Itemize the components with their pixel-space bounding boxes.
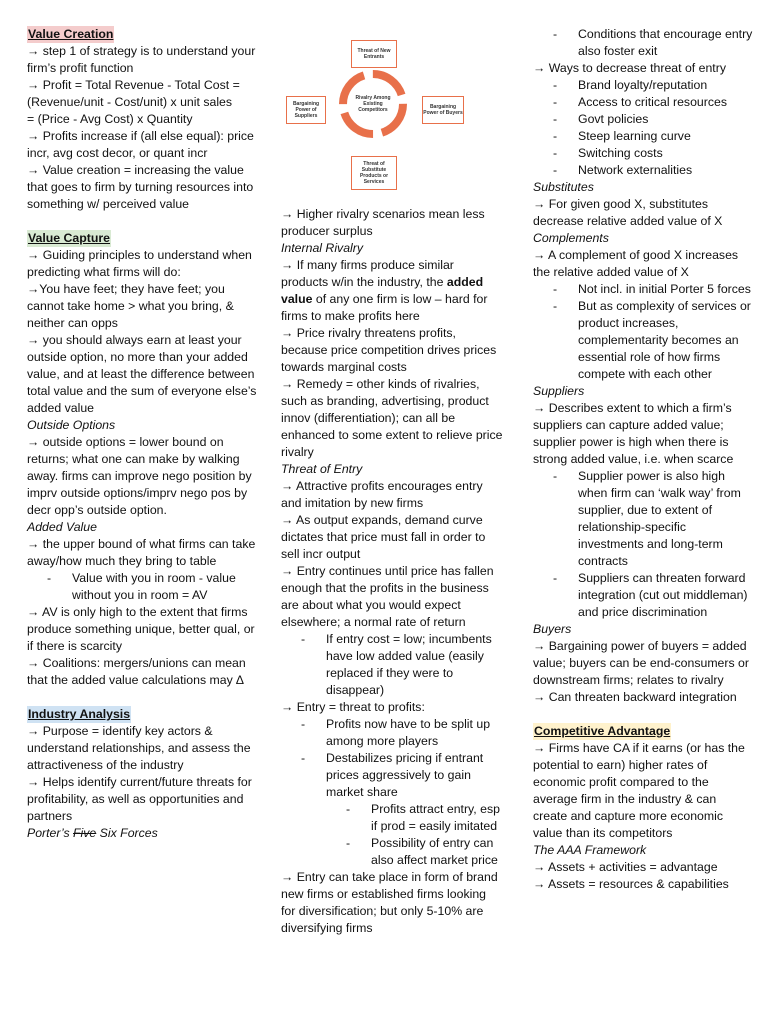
entry-final: → Entry can take place in form of brand new firms or established firms looking for diversification; but only 5-10% are diversifying firms (281, 870, 498, 935)
column-3 (533, 26, 753, 893)
supp-bullet: - Supplier power is also high when firm can ‘walk way’ from supplier, due to extent of relationship-specific investments and long-term contracts (533, 468, 753, 570)
industry-line: → Purpose = identify key actors & understand relationships, and assess the attractiveness of the industry (27, 724, 251, 772)
subheading-outside-options: Outside Options (27, 418, 116, 432)
vc-line: → Profit = Total Revenue - Total Cost = (Revenue/unit - Cost/unit) x unit sales (27, 78, 240, 109)
rivalry-intro: → Higher rivalry scenarios mean less producer surplus (281, 207, 485, 238)
threat-bullet: - Profits now have to be split up among more players (281, 716, 503, 750)
ways-item: - Steep learning curve (533, 128, 753, 145)
threat-sub-bullet: - Possibility of entry can also affect market price (281, 835, 503, 869)
porter-text-a: Porter’s (27, 826, 74, 840)
subheading-aaa: The AAA Framework (533, 843, 647, 857)
ways-item: - Brand loyalty/reputation (533, 77, 753, 94)
box-buyer-power: Bargaining Power of Buyers (422, 96, 464, 124)
box-threat-substitutes: Threat of Substitute Products or Services (351, 156, 397, 190)
vc-line: → Value creation = increasing the value that goes to firm by turning resources into something w/ perceived value (27, 163, 254, 211)
threat-bullet: - Destabilizes pricing if entrant prices aggressively to gain market share (281, 750, 503, 801)
vc-line: → Profits increase if (all else equal): price incr, avg cost decor, or quant incr (27, 129, 254, 160)
column-1 (27, 26, 262, 842)
entry-line: → Entry continues until price has fallen enough that the profits in the business are about what you would expect elsewhere; a normal rate of return (281, 564, 494, 629)
comp-text: → A complement of good X increases the relative added value of X (533, 248, 739, 279)
subheading-complements: Complements (533, 231, 609, 245)
entry-bullet: - If entry cost = low; incumbents have low added value (easily replaced if they were to disappear) (281, 631, 503, 699)
ways-item: - Govt policies (533, 111, 753, 128)
buyers-line: → Bargaining power of buyers = added value; buyers can be end-consumers or downstream firms; relates to rivalry (533, 639, 749, 687)
porter-strike: Five (73, 826, 97, 840)
entry-line: → As output expands, demand curve dictates that price must fall in order to sell incr output (281, 513, 486, 561)
ways-item: - Network externalities (533, 162, 753, 179)
coalitions-text: → Coalitions: mergers/unions can mean that the added value calculations may ∆ (27, 656, 246, 687)
internal-bold: added value (281, 275, 484, 306)
rivalry-line: → Remedy = other kinds of rivalries, such as branding, advertising, product innov (differentiation); can all be enhanced to some extent to relieve price rivalry (281, 377, 503, 459)
internal-text (281, 257, 503, 325)
center-rivalry: Rivalry Among Existing Competitors (355, 95, 391, 113)
subheading-porter (27, 825, 262, 842)
column-2 (281, 206, 503, 937)
outside-text: → outside options = lower bound on returns; what one can make by walking away. firms can improve nego position by imprv outside options/imprv nego pos by decr opp’s outside option. (27, 435, 252, 517)
buyers-line: → Can threaten backward integration (533, 690, 737, 704)
vcap-line: → you should always earn at least your outside option, no more than your added value, and at least the difference between total value and the sum of everyone else’s added value (27, 333, 257, 415)
supp-bullet: - Suppliers can threaten forward integration (cut out middleman) and price discrimination (533, 570, 753, 621)
aaa-line: → Assets = resources & capabilities (533, 877, 729, 891)
comp-bullet: - Not incl. in initial Porter 5 forces (533, 281, 753, 298)
added-bullet: - Value with you in room - value without you in room = AV (27, 570, 262, 604)
subheading-added-value: Added Value (27, 520, 97, 534)
subheading-buyers: Buyers (533, 622, 572, 636)
ways-item: - Access to critical resources (533, 94, 753, 111)
subheading-threat-entry: Threat of Entry (281, 462, 363, 476)
subheading-internal-rivalry: Internal Rivalry (281, 241, 364, 255)
ways-item: - Switching costs (533, 145, 753, 162)
threat-line: → Entry = threat to profits: (281, 700, 425, 714)
internal-text-b: of any one firm is low – hard for firms to make profits here (281, 292, 488, 323)
av-text: → AV is only high to the extent that firms produce something unique, better qual, or if there is scarcity (27, 605, 255, 653)
added-text: → the upper bound of what firms can take away/how much they bring to table (27, 537, 256, 568)
ca-text: → Firms have CA if it earns (or has the potential to earn) higher rates of economic profit compared to the average firm in the industry & can create and capture more economic value than its competitors (533, 741, 745, 840)
porter-text-b: Six Forces (96, 826, 158, 840)
subheading-substitutes: Substitutes (533, 180, 594, 194)
subheading-suppliers: Suppliers (533, 384, 585, 398)
porter-diagram (283, 36, 473, 194)
heading-competitive-advantage: Competitive Advantage (534, 724, 671, 738)
rivalry-line: → Price rivalry threatens profits, because price competition drives prices towards marginal costs (281, 326, 497, 374)
supp-text: → Describes extent to which a firm’s suppliers can capture added value; supplier power is high when there is strong added value, i.e. when scarce (533, 401, 734, 466)
vcap-line: →You have feet; they have feet; you cannot take home > what you bring, & neither can opps (27, 282, 234, 330)
heading-industry-analysis: Industry Analysis (28, 707, 131, 721)
heading-value-capture: Value Capture (28, 231, 111, 245)
box-threat-new-entrants: Threat of New Entrants (351, 40, 397, 68)
vc-line: = (Price - Avg Cost) x Quantity (27, 112, 193, 126)
industry-line: → Helps identify current/future threats for profitability, as well as opportunities and partners (27, 775, 252, 823)
subs-text: → For given good X, substitutes decrease relative added value of X (533, 197, 723, 228)
vc-line: → step 1 of strategy is to understand your firm’s profit function (27, 44, 256, 75)
box-supplier-power: Bargaining Power of Suppliers (286, 96, 326, 124)
ways-line: → Ways to decrease threat of entry (533, 61, 726, 75)
vcap-line: → Guiding principles to understand when predicting what firms will do: (27, 248, 252, 279)
aaa-line: → Assets + activities = advantage (533, 860, 718, 874)
internal-text-a: → If many firms produce similar products w/in the industry, the (281, 258, 454, 289)
exit-bullet: - Conditions that encourage entry also foster exit (533, 26, 753, 60)
heading-value-creation: Value Creation (28, 27, 114, 41)
comp-bullet: - But as complexity of services or product increases, complementarity becomes an essential role of how firms compete with each other (533, 298, 753, 383)
threat-sub-bullet: - Profits attract entry, esp if prod = easily imitated (281, 801, 503, 835)
entry-line: → Attractive profits encourages entry and imitation by new firms (281, 479, 483, 510)
